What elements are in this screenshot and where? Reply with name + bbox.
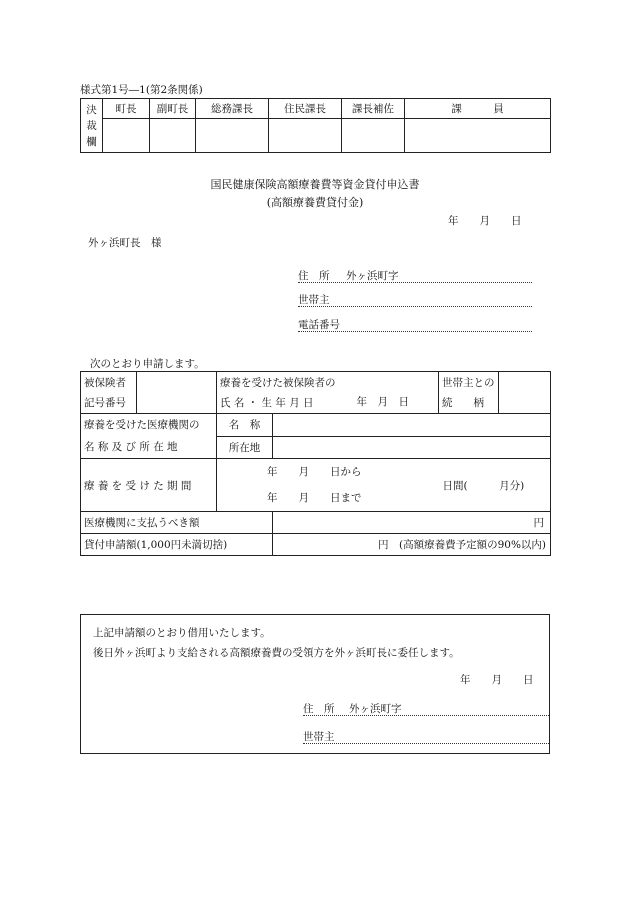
institution-location-label: 所在地: [217, 436, 273, 459]
approval-header-deputy-mayor: 副町長: [150, 99, 196, 119]
approval-stamp-residents[interactable]: [269, 119, 342, 153]
approval-stamp-deputy-mayor[interactable]: [150, 119, 196, 153]
approval-side-label: 決 裁 欄: [81, 99, 103, 153]
consent-line-1: 上記申請額のとおり借用いたします。: [93, 627, 271, 639]
consent-address-line[interactable]: [303, 715, 549, 716]
treatment-period-dates[interactable]: [217, 459, 439, 512]
patient-label: 療養を受けた被保険者の 氏 名 ・ 生 年 月 日: [217, 372, 351, 414]
consent-address-value: 外ヶ浜町字: [349, 703, 402, 715]
document-subtitle: (高額療養費貸付金): [266, 196, 364, 209]
approval-stamp-staff[interactable]: [405, 119, 551, 153]
loan-amount-label: 貸付申請額(1,000円未満切捨): [81, 534, 273, 556]
period-from: 年 月 日から: [267, 466, 362, 478]
payable-amount-field[interactable]: [273, 512, 551, 534]
relation-field[interactable]: [499, 372, 551, 414]
approval-stamp-general-affairs[interactable]: [196, 119, 269, 153]
applicant-phone-label: 電話番号: [298, 319, 340, 331]
approval-stamp-mayor[interactable]: [103, 119, 150, 153]
institution-location-field[interactable]: [273, 436, 551, 459]
applicant-address-line[interactable]: [298, 282, 532, 283]
payable-amount-label: 医療機関に支払うべき額: [81, 512, 273, 534]
addressee: 外ヶ浜町長 様: [88, 237, 162, 249]
approval-stamp-assistant[interactable]: [342, 119, 405, 153]
approval-header-staff: 課 員: [405, 99, 551, 119]
applicant-householder-label: 世帯主: [298, 294, 330, 306]
approval-header-general-affairs: 総務課長: [196, 99, 269, 119]
birth-date-text: 年 月 日: [356, 396, 410, 408]
insured-number-field[interactable]: [137, 372, 217, 414]
approval-header-assistant: 課長補佐: [342, 99, 405, 119]
loan-amount-field[interactable]: [273, 534, 551, 556]
relation-label: 世帯主との 続 柄: [439, 372, 499, 414]
institution-name-label: 名 称: [217, 414, 273, 437]
intro-text: 次のとおり申請します。: [90, 358, 205, 370]
applicant-address-label: 住 所: [298, 270, 330, 282]
consent-date[interactable]: 年 月 日: [460, 674, 534, 686]
application-table: [80, 371, 551, 556]
period-to: 年 月 日まで: [267, 492, 362, 504]
consent-householder-label: 世帯主: [303, 731, 335, 743]
approval-header-mayor: 町長: [103, 99, 150, 119]
approval-header-residents: 住民課長: [269, 99, 342, 119]
treatment-period-days[interactable]: 日間( 月分): [439, 459, 551, 512]
consent-box: [80, 614, 550, 754]
payable-unit: 円: [533, 517, 545, 529]
applicant-address-value: 外ヶ浜町字: [346, 270, 399, 282]
document-title: 国民健康保険高額療養費等資金貸付申込書: [210, 178, 420, 191]
insured-number-label: 被保険者 記号番号: [81, 372, 137, 414]
patient-birth-date-field[interactable]: [351, 372, 439, 414]
approval-table: [80, 98, 551, 153]
consent-line-2: 後日外ヶ浜町より支給される高額療養費の受領方を外ヶ浜町長に委任します。: [93, 647, 460, 659]
form-number: 様式第1号―1(第2条関係): [80, 84, 203, 96]
institution-name-field[interactable]: [273, 414, 551, 437]
treatment-period-label: 療 養 を 受 け た 期 間: [81, 459, 217, 512]
institution-label: 療養を受けた医療機関の 名 称 及 び 所 在 地: [81, 414, 217, 459]
consent-householder-line[interactable]: [303, 743, 549, 744]
loan-amount-note: 円 (高額療養費予定額の90%以内): [378, 539, 547, 551]
applicant-householder-line[interactable]: [298, 306, 532, 307]
applicant-phone-line[interactable]: [298, 331, 532, 332]
application-date[interactable]: 年 月 日: [448, 215, 522, 227]
consent-address-label: 住 所: [303, 703, 335, 715]
